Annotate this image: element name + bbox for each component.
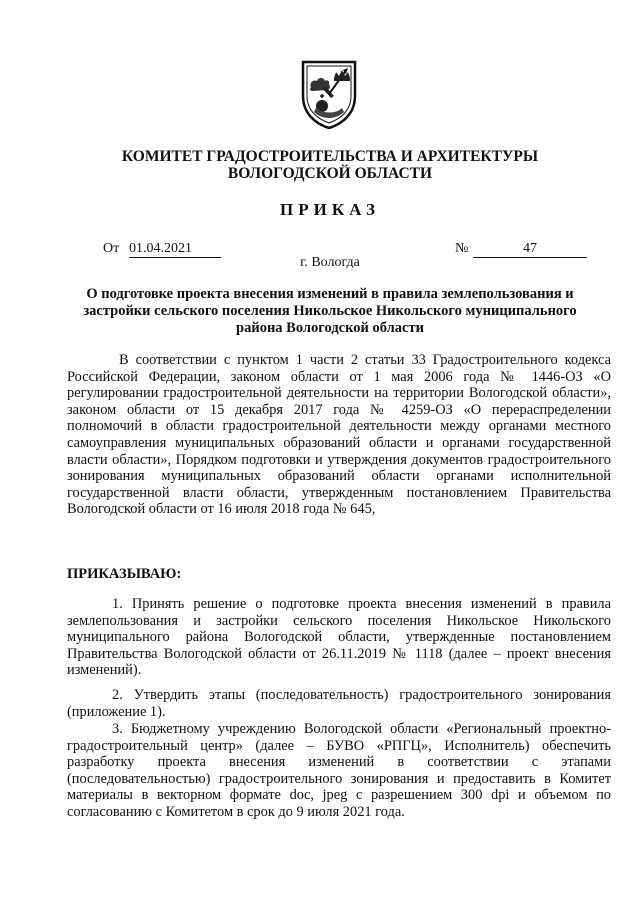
document-date: 01.04.2021 bbox=[129, 241, 221, 258]
order-heading: ПРИКАЗЫВАЮ: bbox=[67, 566, 182, 582]
order-item-3: 3. Бюджетному учреждению Вологодской области «Региональный проектно-градостроительный центр» (далее – БУВО «РПГЦ», Исполнитель) обеспечить разработку проекта внесения изменений в соответствии с этапами (последовательностью) градостроительного зонирования и предоставить в Комитет материалы в векторном формате doc, jpeg с разрешением 300 dpi и объемом по согласованию с Комитетом в срок до 9 июля 2021 года. bbox=[67, 721, 611, 820]
order-item-1: 1. Принять решение о подготовке проекта внесения изменений в правила землепользования и застройки сельского поселения Никольское Никольского муниципального района Вологодской области, утвержденные постановлением Правительства Вологодской области от 26.11.2019 № 1118 (далее – проект внесения изменений). bbox=[67, 596, 611, 679]
organization-name-line1: КОМИТЕТ ГРАДОСТРОИТЕЛЬСТВА И АРХИТЕКТУРЫ bbox=[121, 148, 539, 165]
preamble-paragraph: В соответствии с пунктом 1 части 2 статьи 33 Градостроительного кодекса Российской Федерации, законом области от 1 мая 2006 года № 1446-ОЗ «О регулировании градостроительной деятельности на территории Вологодской области», законом области от 15 декабря 2017 года № 4259-ОЗ «О перераспределении полномочий в области градостроительной деятельности между органами местного самоуправления муниципальных образований области и органами государственной власти области», Порядком подготовки и утверждения документов градостроительного зонирования муниципальных образований области органами исполнительной государственной власти области, утвержденным постановлением Правительства Вологодской области от 16 июля 2018 года № 645, bbox=[67, 352, 611, 518]
document-city: г. Вологда bbox=[300, 255, 360, 270]
number-label: № bbox=[455, 241, 469, 256]
organization-name-line2: ВОЛОГОДСКОЙ ОБЛАСТИ bbox=[227, 165, 433, 182]
document-number: 47 bbox=[473, 241, 587, 258]
order-item-2: 2. Утвердить этапы (последовательность) градостроительного зонирования (приложение 1). bbox=[67, 687, 611, 720]
document-type-title: ПРИКАЗ bbox=[280, 200, 380, 219]
coat-of-arms-icon bbox=[298, 58, 360, 130]
date-label: От bbox=[103, 241, 120, 256]
document-subject: О подготовке проекта внесения изменений в правила землепользования и застройки сельского поселения Никольское Никольского муниципального района Вологодской области bbox=[83, 286, 577, 336]
